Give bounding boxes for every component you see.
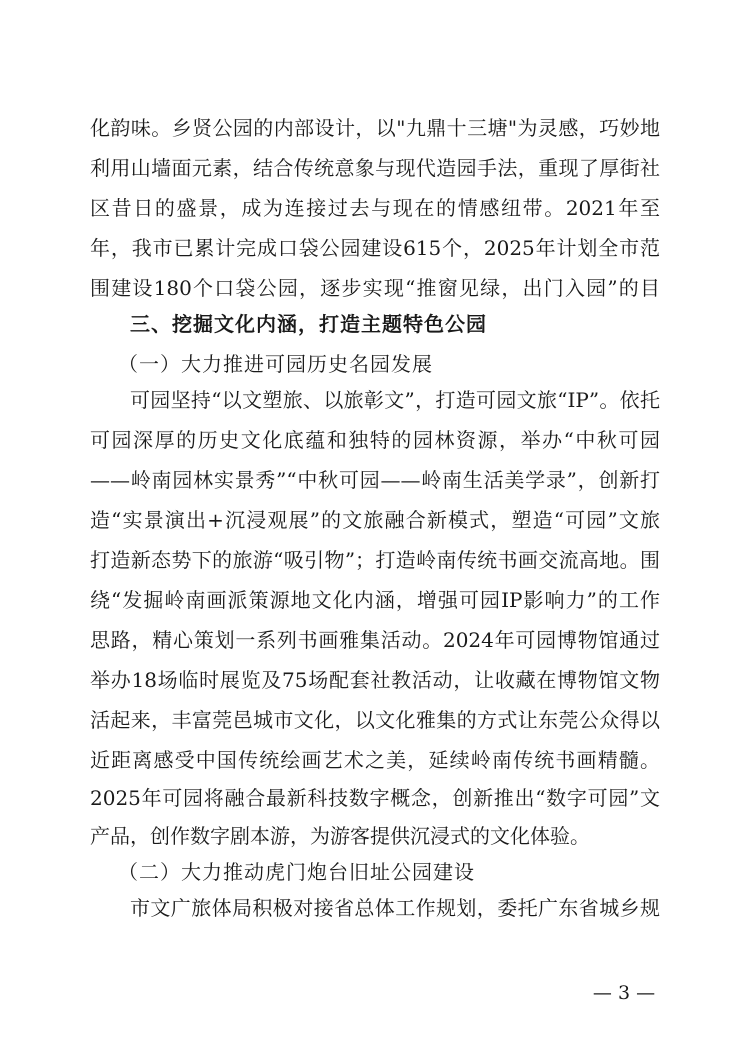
text-line: 活起来，丰富莞邑城市文化，以文化雅集的方式让东莞公众得以 — [90, 708, 660, 732]
paragraph-line — [0, 778, 740, 818]
text-line: 打造新态势下的旅游“吸引物”；打造岭南传统书画交流高地。围 — [90, 548, 660, 572]
text-line: 2025年可园将融合最新科技数字概念，创新推出“数字可园”文 — [90, 786, 660, 810]
paragraph-line — [0, 540, 740, 580]
text-line: 年，我市已累计完成口袋公园建设615个，2025年计划全市范 — [90, 236, 660, 260]
text-line: 化韵味。乡贤公园的内部设计，以"九鼎十三塘"为灵感，巧妙地 — [90, 116, 660, 140]
text-line: 利用山墙面元素，结合传统意象与现代造园手法，重现了厚街社 — [90, 156, 660, 180]
page-number: — 3 — — [592, 982, 656, 1004]
paragraph-line — [0, 700, 740, 740]
paragraph-line — [0, 148, 740, 188]
paragraph-line — [0, 580, 740, 620]
text-line: 可园深厚的历史文化底蕴和独特的园林资源，举办“中秋可园 — [90, 428, 660, 452]
paragraph-line — [0, 188, 740, 228]
subsection-title-text: （一）大力推进可园历史名园发展 — [118, 352, 433, 376]
subsection-title-text: （二）大力推动虎门炮台旧址公园建设 — [118, 860, 475, 884]
paragraph-line — [0, 500, 740, 540]
text-line: ——岭南园林实景秀”“中秋可园——岭南生活美学录”，创新打 — [90, 468, 660, 492]
paragraph-line — [0, 268, 740, 308]
text-line: 市文广旅体局积极对接省总体工作规划，委托广东省城乡规 — [130, 896, 660, 920]
subsection-title — [0, 344, 740, 384]
subsection-title — [0, 852, 740, 892]
text-line: 思路，精心策划一系列书画雅集活动。2024年可园博物馆通过 — [90, 628, 660, 652]
paragraph-line — [0, 740, 740, 780]
section-heading — [0, 304, 740, 344]
paragraph-line — [0, 620, 740, 660]
paragraph-line — [0, 420, 740, 460]
paragraph-line — [0, 380, 740, 420]
text-line: 可园坚持“以文塑旅、以旅彰文”，打造可园文旅“IP”。依托 — [130, 388, 660, 412]
section-heading-text: 三、挖掘文化内涵，打造主题特色公园 — [130, 312, 487, 336]
paragraph-line — [0, 816, 740, 856]
text-line: 造“实景演出+沉浸观展”的文旅融合新模式，塑造“可园”文旅 — [90, 508, 660, 532]
paragraph-line — [0, 888, 740, 928]
text-line: 产品，创作数字剧本游，为游客提供沉浸式的文化体验。 — [90, 824, 590, 848]
text-line: 区昔日的盛景，成为连接过去与现在的情感纽带。2021年至 — [90, 196, 660, 220]
text-line: 绕“发掘岭南画派策源地文化内涵，增强可园IP影响力”的工作 — [90, 588, 660, 612]
text-line: 近距离感受中国传统绘画艺术之美，延续岭南传统书画精髓。 — [90, 748, 660, 772]
paragraph-line — [0, 460, 740, 500]
paragraph-line — [0, 660, 740, 700]
text-line: 围建设180个口袋公园，逐步实现“推窗见绿，出门入园”的目 — [90, 276, 660, 300]
paragraph-line — [0, 228, 740, 268]
paragraph-line — [0, 108, 740, 148]
text-line: 举办18场临时展览及75场配套社教活动，让收藏在博物馆文物 — [90, 668, 660, 692]
